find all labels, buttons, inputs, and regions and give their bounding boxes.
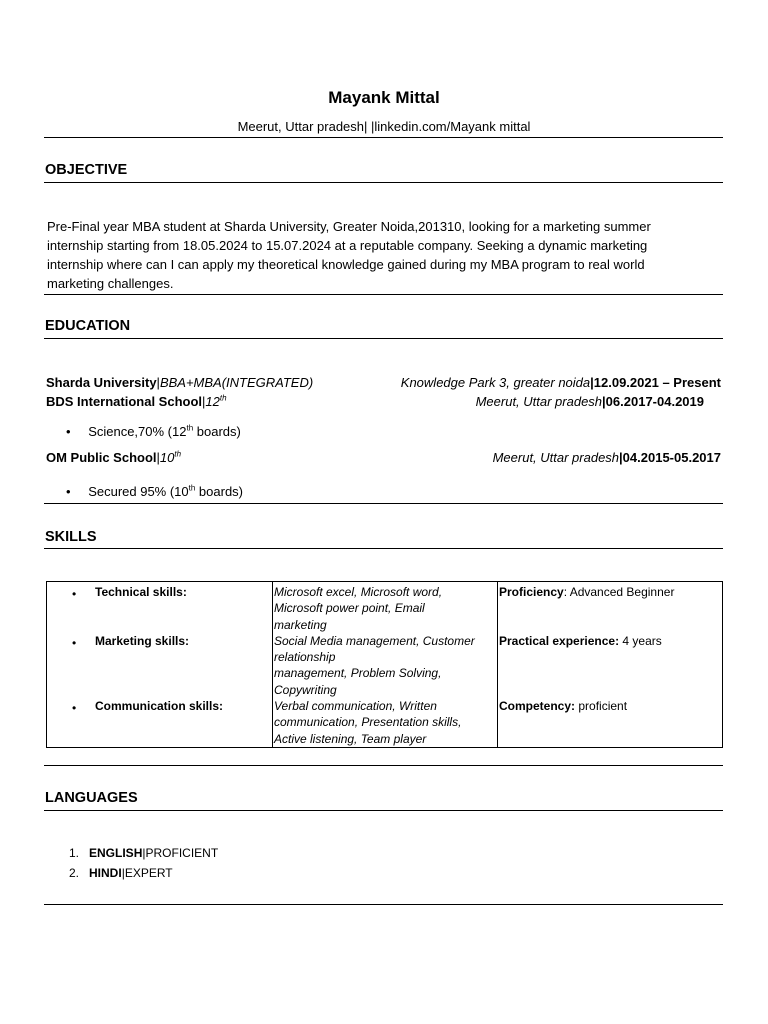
program: 10 bbox=[159, 450, 175, 465]
skill-description: Verbal communication, Written bbox=[274, 699, 437, 714]
objective-line: internship where can I can apply my theoretical knowledge gained during my MBA program to real world bbox=[47, 257, 645, 272]
candidate-name: Mayank Mittal bbox=[328, 88, 440, 107]
divider bbox=[44, 548, 723, 549]
contact-line: Meerut, Uttar pradesh| |linkedin.com/Mayank mittal bbox=[237, 119, 531, 134]
skill-level: Practical experience: 4 years bbox=[499, 634, 662, 648]
skill-level: Proficiency: Advanced Beginner bbox=[499, 585, 675, 599]
location: Knowledge Park 3, greater noida bbox=[400, 375, 591, 390]
objective-heading: OBJECTIVE bbox=[45, 162, 128, 178]
bullet-icon: • bbox=[72, 636, 77, 650]
skill-label: Marketing skills: bbox=[95, 634, 190, 648]
bullet-icon: • bbox=[72, 701, 77, 715]
education-entry-institution bbox=[46, 394, 227, 409]
education-entry-location bbox=[493, 450, 721, 465]
location: Meerut, Uttar pradesh bbox=[475, 394, 603, 409]
bullet-icon: • bbox=[66, 484, 71, 499]
bullet-text: Science,70% (12th boards) bbox=[88, 423, 241, 439]
skill-description: management, Problem Solving, bbox=[274, 666, 442, 681]
skills-heading: SKILLS bbox=[45, 529, 97, 545]
dates: |04.2015-05.2017 bbox=[619, 450, 721, 465]
divider bbox=[44, 338, 723, 339]
education-bullet bbox=[66, 424, 241, 439]
skill-label: Technical skills: bbox=[95, 585, 187, 599]
divider bbox=[44, 294, 723, 295]
skills-table bbox=[46, 581, 723, 748]
skill-description: Active listening, Team player bbox=[274, 731, 427, 746]
education-heading: EDUCATION bbox=[45, 318, 131, 334]
institution-name: BDS International School bbox=[46, 394, 203, 409]
education-bullet bbox=[66, 484, 243, 499]
separator: | bbox=[202, 394, 206, 409]
separator: | bbox=[156, 375, 160, 390]
skill-description: communication, Presentation skills, bbox=[274, 715, 462, 730]
program: 12 bbox=[205, 394, 220, 409]
skills-label-cell bbox=[47, 582, 273, 748]
education-entry-location bbox=[476, 394, 704, 409]
bullet-icon: • bbox=[72, 587, 77, 601]
bullet-icon: • bbox=[66, 424, 71, 439]
skills-level-cell bbox=[498, 582, 723, 748]
language-item: 1. ENGLISH|PROFICIENT bbox=[69, 846, 219, 860]
objective-line: internship starting from 18.05.2024 to 15.07.2024 at a reputable company. Seeking a dynamic marketing bbox=[47, 238, 648, 253]
skill-description: Microsoft excel, Microsoft word, bbox=[274, 585, 443, 599]
bullet-text: Secured 95% (10th boards) bbox=[88, 483, 244, 499]
skill-label: Communication skills: bbox=[95, 699, 224, 713]
education-entry-institution bbox=[46, 375, 313, 390]
divider bbox=[44, 182, 723, 183]
skill-description: marketing bbox=[274, 617, 327, 632]
dates: |06.2017-04.2019 bbox=[602, 394, 704, 409]
institution-name: Sharda University bbox=[46, 375, 157, 390]
divider bbox=[44, 137, 723, 138]
language-item: 2. HINDI|EXPERT bbox=[69, 866, 173, 880]
skill-description: relationship bbox=[274, 650, 336, 665]
superscript: th bbox=[219, 393, 227, 403]
divider bbox=[44, 503, 723, 504]
languages-heading: LANGUAGES bbox=[45, 790, 138, 806]
objective-line: Pre-Final year MBA student at Sharda University, Greater Noida,201310, looking for a marketing summer bbox=[47, 219, 651, 234]
program: BBA+MBA(INTEGRATED) bbox=[159, 375, 314, 390]
education-entry-institution bbox=[46, 450, 181, 465]
location: Meerut, Uttar pradesh bbox=[492, 450, 620, 465]
dates: |12.09.2021 – Present bbox=[590, 375, 721, 390]
skill-description: Microsoft power point, Email bbox=[274, 601, 425, 616]
skill-level: Competency: proficient bbox=[499, 699, 628, 713]
skills-description-cell bbox=[273, 582, 498, 748]
objective-line: marketing challenges. bbox=[47, 276, 174, 291]
divider bbox=[44, 810, 723, 811]
education-entry-location bbox=[401, 375, 721, 390]
institution-name: OM Public School bbox=[46, 450, 157, 465]
language-list bbox=[69, 843, 218, 883]
objective-text bbox=[47, 217, 723, 293]
superscript: th bbox=[174, 449, 182, 459]
divider bbox=[44, 765, 723, 766]
divider bbox=[44, 904, 723, 905]
separator: | bbox=[156, 450, 160, 465]
skill-description: Social Media management, Customer bbox=[274, 633, 475, 648]
skill-description: Copywriting bbox=[274, 682, 337, 697]
